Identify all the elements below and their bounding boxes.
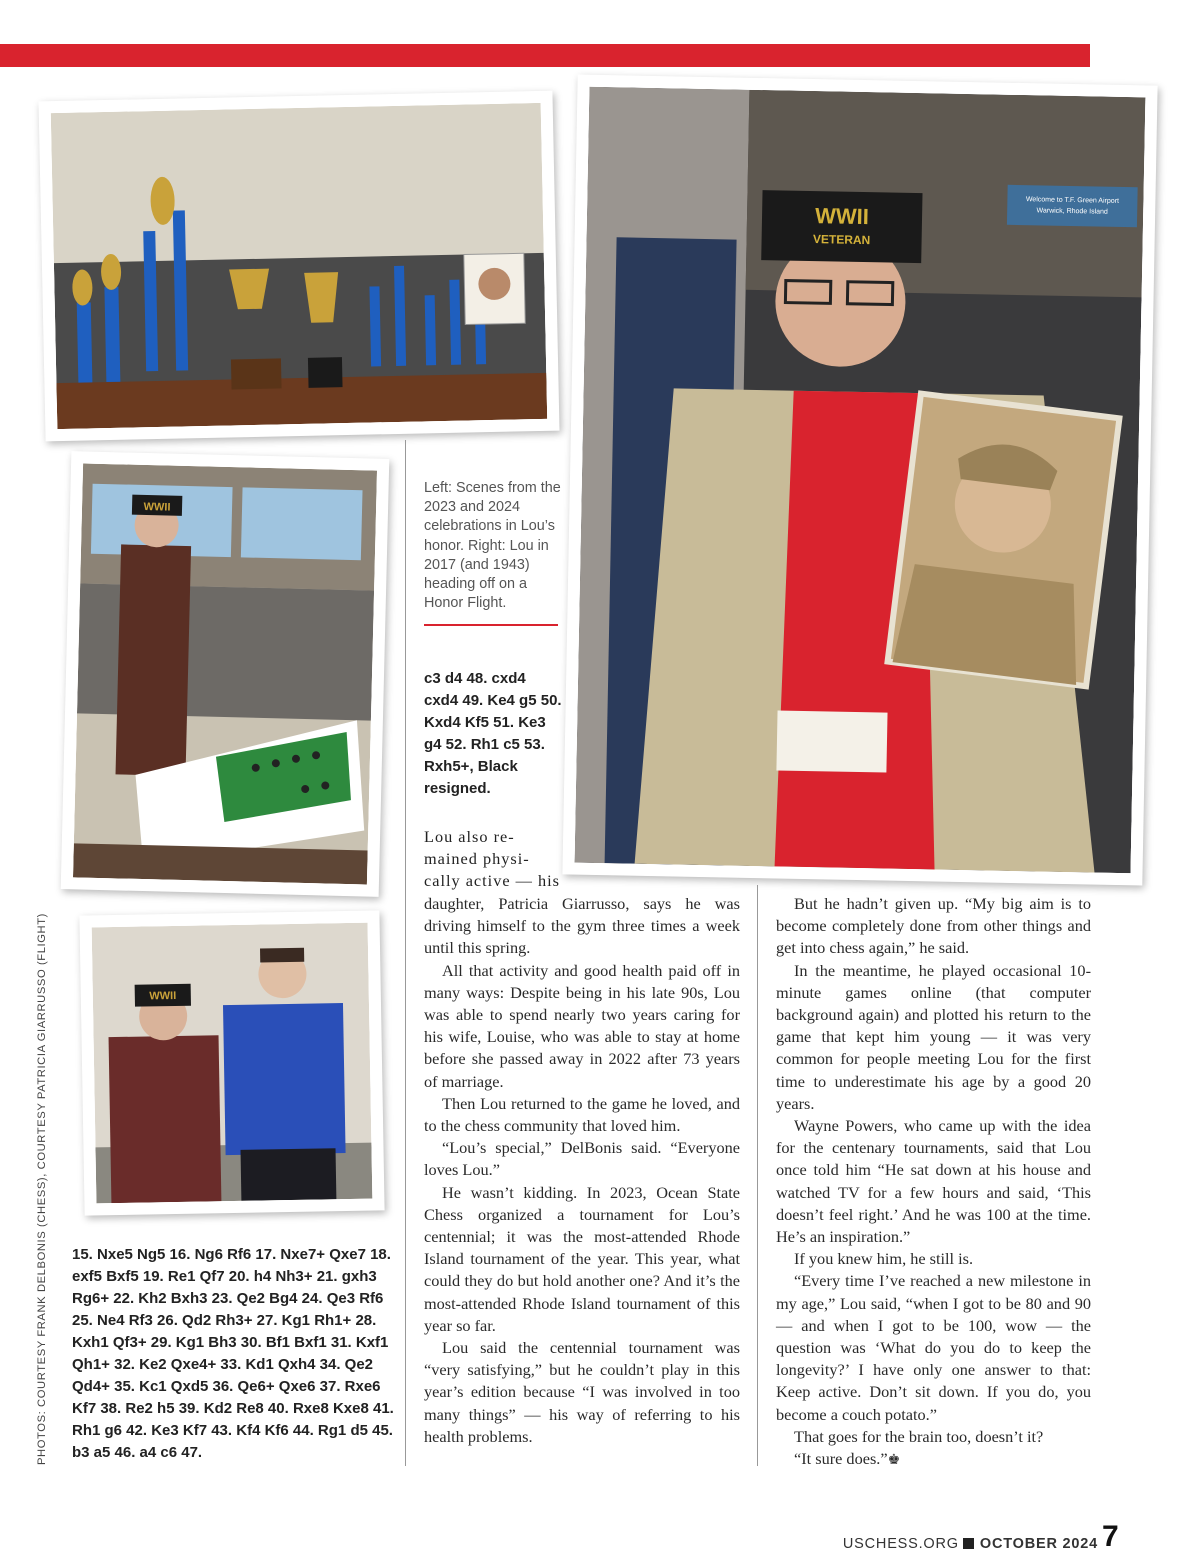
article-paragraph: daughter, Patricia Giarrusso, says he was driving himself to the gym three times a week until this spring. [424,894,740,958]
photo-lou-honor-flight [562,75,1157,886]
article-paragraph: If you knew him, he still is. [794,1249,974,1269]
article-paragraph: But he hadn’t given up. “My big aim is to become completely done from other things and get into chess again,” he said. [776,894,1091,958]
article-paragraph: Wayne Powers, who came up with the idea for the centenary tournaments, said that Lou once told him “He sat down at his house and watched TV for a few hours and said, ‘This doesn’t feel right.’ And he was 100 at the time. He’s an inspiration.” [776,1116,1091,1247]
page-number: 7 [1102,1520,1119,1553]
article-paragraph: That goes for the brain too, doesn’t it? [794,1426,1044,1446]
article-wrap-paragraph: Lou also re-mained physi-cally active — his [424,827,560,891]
column-rule-right [757,885,758,1466]
article-last-paragraph [776,1448,1091,1471]
two-men-illustration [92,923,373,1204]
cake-illustration [73,463,377,884]
article-last-text: “It sure does.” [794,1449,888,1469]
footer-square-icon [963,1538,974,1549]
footer-site: USCHESS.ORG [842,1536,959,1552]
lou-cap-line1: WWII [814,203,870,230]
airport-sign-line2: Warwick, Rhode Island [1036,207,1108,216]
footer-issue-date: OCTOBER 2024 [979,1536,1098,1552]
photo-trophies [38,91,559,442]
chess-king-end-icon: ♚ [887,1452,901,1469]
article-paragraph: In the meantime, he played occasional 10-minute games online (that computer background again) and plotted his return to the game that kept him young — it was very common for people meeting Lou for the first time to underestimate his age by a good 20 years. [776,960,1091,1113]
article-paragraph: He wasn’t kidding. In 2023, Ocean State Chess organized a tournament for Lou’s centennial; it was the most-attended Rhode Island tournament of the year. This year, what could they do but hold another one? And it’s the most-attended Rhode Island tournament of this year so far. [424,1182,740,1335]
article-paragraph: Lou said the centennial tournament was “very satisfying,” but he couldn’t play in this year’s edition because “I was involved in too many things” — his way of referring to his health problems. [424,1338,740,1446]
photo-caption: Left: Scenes from the 2023 and 2024 celebrations in Lou’s honor. Right: Lou in 2017 (and 1943) heading off on a Honor Flight. [424,480,561,612]
photo-two-men [79,910,384,1215]
article-paragraph: Then Lou returned to the game he loved, and to the chess community that loved him. [424,1093,740,1136]
caption-divider [424,624,558,626]
article-column-middle [424,893,740,1448]
game-moves-main: 15. Nxe5 Ng5 16. Ng6 Rf6 17. Nxe7+ Qxe7 18. exf5 Bxf5 19. Re1 Qf7 20. h4 Nh3+ 21. gxh3 Rg6+ 22. Kh2 Bxh3 23. Qe2 Bg4 24. Qe3 Rf6 25. Ne4 Rf3 26. Qd2 Rh3+ 27. Kg1 Rh1+ 28. Kxh1 Qf3+ 29. Kg1 Bh3 30. Bf1 Bxf1 31. Kxf1 Qh1+ 32. Ke2 Qxe4+ 33. Kd1 Qxh4 34. Qe2 Qd4+ 35. Kc1 Qxd5 36. Qe6+ Qxe6 37. Rxe6 Kf7 38. Re2 h5 39. Kd2 Re8 40. Rxe8 Kxe8 41. Rh1 g6 42. Ke3 Kf7 43. Kf4 Kf6 44. Rg1 d5 45. b3 a5 46. a4 c6 47. [72,1246,394,1461]
article-paragraph: All that activity and good health paid off in many ways: Despite being in his late 90s, Lou was able to spend nearly two years caring for his wife, Louise, who was able to stay at home before she passed away in 2022 after 73 years of marriage. [424,960,740,1091]
game-moves-ending: c3 d4 48. cxd4 cxd4 49. Ke4 g5 50. Kxd4 Kf5 51. Ke3 g4 52. Rh1 c5 53. Rxh5+, Black resigned. [424,670,562,797]
photo-credit: PHOTOS: COURTESY FRANK DELBONIS (CHESS), COURTESY PATRICIA GIARRUSSO (FLIGHT) [36,913,48,1465]
top-red-bar [0,44,1090,67]
trophies-illustration [51,103,548,429]
photo-chess-cake [61,451,390,897]
article-paragraph: “Lou’s special,” DelBonis said. “Everyone loves Lou.” [424,1138,740,1180]
page-footer [843,1536,1098,1552]
airport-sign-line1: Welcome to T.F. Green Airport [1025,196,1120,205]
article-paragraph: “Every time I’ve reached a new milestone in my age,” Lou said, “when I got to be 80 and 90 — and when I got to be 100, wow — the question was ‘What do you do to keep the longevity?’ I have only one answer to that: Keep active. Don’t sit down. If you do, you become a couch potato.” [776,1271,1091,1424]
two-men-cap-text: WWII [149,989,177,1003]
lou-cap-line2: VETERAN [812,232,871,248]
lou-illustration [575,87,1146,874]
cake-cap-text: WWII [143,500,171,514]
article-column-right [776,893,1091,1471]
column-rule-left [405,440,406,1466]
